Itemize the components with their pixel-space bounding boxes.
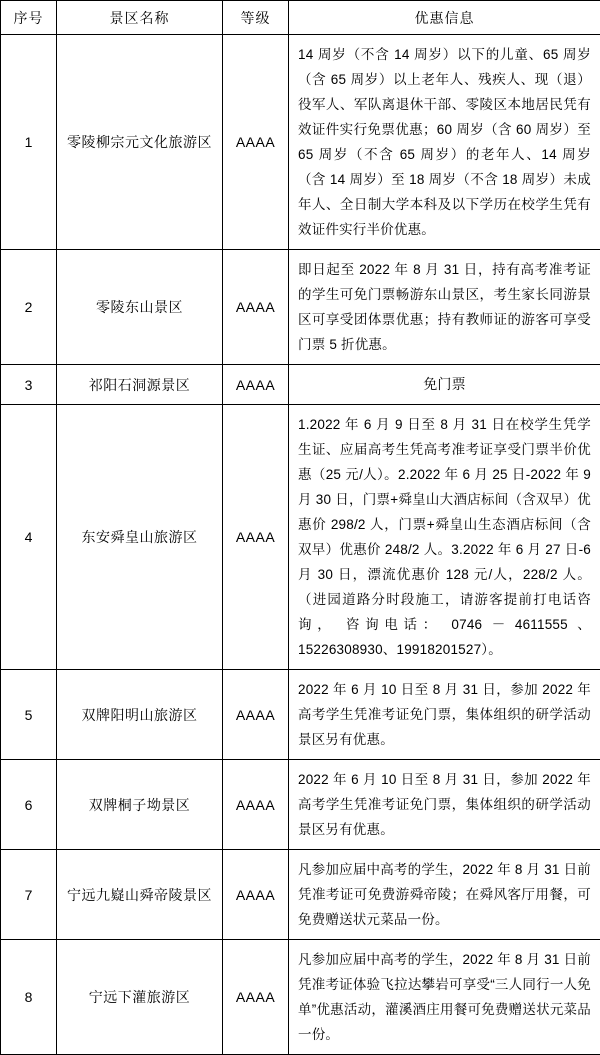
scenic-area-name: 宁远九嶷山舜帝陵景区 — [57, 850, 223, 940]
table-row — [1, 35, 600, 250]
scenic-area-name: 零陵柳宗元文化旅游区 — [57, 35, 223, 250]
discount-info: 14 周岁（不含 14 周岁）以下的儿童、65 周岁（含 65 周岁）以上老年人、残疾人、现（退）役军人、军队离退休干部、零陵区本地居民凭有效证件实行免票优惠；60 周岁（含 60 周岁）至 65 周岁（不含 65 周岁）的老年人、14 周岁（含 14 周岁）至 18 周岁（不含 18 周岁）未成年人、全日制大学本科及以下学历在校学生凭有效证件实行半价优惠。 — [289, 35, 600, 250]
row-index: 6 — [1, 760, 57, 850]
discount-info: 凡参加应届中高考的学生，2022 年 8 月 31 日前凭准考证可免费游舜帝陵；在舜风客厅用餐，可免费赠送状元菜品一份。 — [289, 850, 600, 940]
table-row — [1, 850, 600, 940]
scenic-area-name: 零陵东山景区 — [57, 250, 223, 365]
row-index: 5 — [1, 670, 57, 760]
discount-info: 1.2022 年 6 月 9 日至 8 月 31 日在校学生凭学生证、应届高考生凭高考准考证享受门票半价优惠（25 元/人）。2.2022 年 6 月 25 日-2022 年 9 月 30 日，门票+舜皇山大酒店标间（含双早）优惠价 298/2 人，门票+舜皇山生态酒店标间（含双早）优惠价 248/2 人。3.2022 年 6 月 27 日-6 月 30 日，漂流优惠价 128 元/人，228/2 人。（进园道路分时段施工，请游客提前打电话咨询， 咨询电话： 0746 － 4611555 、15226308930、19918201527）。 — [289, 405, 600, 670]
row-index: 7 — [1, 850, 57, 940]
discount-info: 2022 年 6 月 10 日至 8 月 31 日，参加 2022 年高考学生凭准考证免门票，集体组织的研学活动景区另有优惠。 — [289, 760, 600, 850]
scenic-area-name: 宁远下灌旅游区 — [57, 940, 223, 1055]
scenic-area-name: 东安舜皇山旅游区 — [57, 405, 223, 670]
column-header-name: 景区名称 — [57, 1, 223, 35]
table-row — [1, 365, 600, 405]
row-index: 8 — [1, 940, 57, 1055]
scenic-area-level: AAAA — [223, 405, 289, 670]
table-row — [1, 760, 600, 850]
column-header-info: 优惠信息 — [289, 1, 600, 35]
scenic-area-level: AAAA — [223, 940, 289, 1055]
discount-info: 即日起至 2022 年 8 月 31 日，持有高考准考证的学生可免门票畅游东山景区，考生家长同游景区可享受团体票优惠；持有教师证的游客可享受门票 5 折优惠。 — [289, 250, 600, 365]
discount-info: 凡参加应届中高考的学生，2022 年 8 月 31 日前凭准考证体验飞拉达攀岩可享受“三人同行一人免单”优惠活动，灌溪酒庄用餐可免费赠送状元菜品一份。 — [289, 940, 600, 1055]
table-header — [1, 1, 600, 35]
discount-info: 免门票 — [289, 365, 600, 405]
row-index: 4 — [1, 405, 57, 670]
scenic-area-level: AAAA — [223, 850, 289, 940]
row-index: 1 — [1, 35, 57, 250]
scenic-area-name: 祁阳石洞源景区 — [57, 365, 223, 405]
scenic-area-name: 双牌桐子坳景区 — [57, 760, 223, 850]
table-row — [1, 670, 600, 760]
scenic-area-level: AAAA — [223, 365, 289, 405]
table-row — [1, 405, 600, 670]
table-row — [1, 250, 600, 365]
column-header-index: 序号 — [1, 1, 57, 35]
scenic-area-level: AAAA — [223, 35, 289, 250]
table-body — [1, 35, 600, 1055]
table-row — [1, 940, 600, 1055]
discount-info: 2022 年 6 月 10 日至 8 月 31 日，参加 2022 年高考学生凭准考证免门票，集体组织的研学活动景区另有优惠。 — [289, 670, 600, 760]
row-index: 3 — [1, 365, 57, 405]
scenic-area-level: AAAA — [223, 760, 289, 850]
scenic-area-name: 双牌阳明山旅游区 — [57, 670, 223, 760]
row-index: 2 — [1, 250, 57, 365]
column-header-level: 等级 — [223, 1, 289, 35]
scenic-area-level: AAAA — [223, 670, 289, 760]
scenic-area-level: AAAA — [223, 250, 289, 365]
table-header-row — [1, 1, 600, 35]
